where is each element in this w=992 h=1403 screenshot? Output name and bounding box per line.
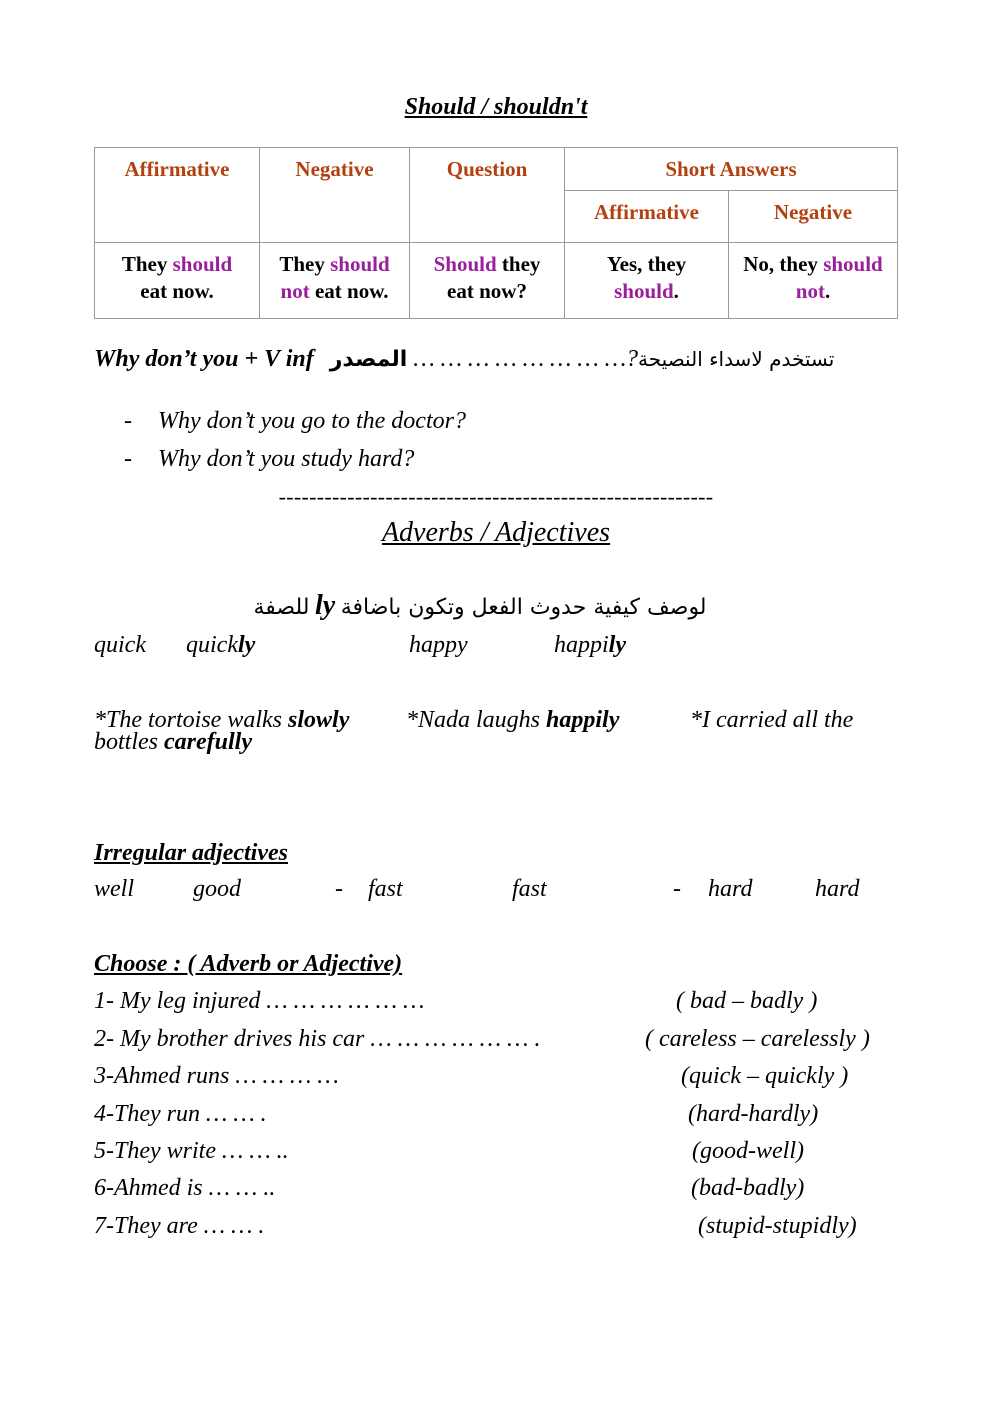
why-dont-rule [94, 346, 834, 373]
adverbs-rule: للصفة ly لوصف كيفية حدوث الفعل وتكون باضافة [253, 590, 707, 621]
should-grammar-table [94, 147, 898, 319]
why-dont-rule-en: Why don’t you + V inf [94, 346, 314, 372]
adverb-example: *I carried all the [690, 707, 854, 733]
choose-options: (quick – quickly ) [681, 1063, 849, 1089]
why-dont-example: - Why don’t you study hard? [124, 446, 415, 472]
choose-options: (bad-badly) [691, 1175, 805, 1201]
bullet: - [124, 446, 132, 472]
header-short-answers: Short Answers [565, 148, 898, 191]
choose-question: 1- My leg injured … … … … … … [94, 988, 425, 1014]
choose-question: 7-They are … … . [94, 1213, 265, 1239]
adv-quickly: quickly [186, 632, 256, 658]
section-divider: --------------------------------------------------------- [278, 484, 714, 509]
adv-happily: happily [554, 632, 626, 658]
why-dont-rule-arabic-infinitive: المصدر [329, 347, 408, 372]
irregular-item: hard [815, 876, 860, 902]
irregular-dash: - [673, 876, 681, 902]
cell-question: Should they eat now? [410, 243, 565, 319]
irregular-item: well [94, 876, 134, 902]
irregular-item: fast [512, 876, 547, 902]
choose-options: (good-well) [692, 1138, 804, 1164]
bullet: - [124, 408, 132, 434]
adj-quick: quick [94, 632, 146, 658]
choose-question: 4-They run … … . [94, 1101, 267, 1127]
choose-options: ( bad – badly ) [676, 988, 818, 1014]
adj-happy: happy [409, 632, 468, 658]
should-title: Should / shouldn't [404, 94, 588, 120]
adverb-example-continued: bottles carefully [94, 729, 252, 755]
choose-options: (hard-hardly) [688, 1101, 819, 1127]
choose-options: (stupid-stupidly) [698, 1213, 857, 1239]
choose-question: 2- My brother drives his car … … … … … … . [94, 1026, 541, 1052]
header-sa-affirmative: Affirmative [565, 191, 729, 243]
choose-options: ( careless – carelessly ) [645, 1026, 870, 1052]
choose-title: Choose : ( Adverb or Adjective) [94, 951, 403, 977]
why-dont-rule-dots: ?… … … … … … … … [413, 346, 639, 372]
choose-question: 3-Ahmed runs … … … … [94, 1063, 339, 1089]
irregular-item: hard [708, 876, 753, 902]
choose-question: 6-Ahmed is … … .. [94, 1175, 276, 1201]
header-affirmative: Affirmative [95, 148, 260, 243]
header-negative: Negative [260, 148, 410, 243]
header-question: Question [410, 148, 565, 243]
irregular-item: fast [368, 876, 403, 902]
cell-sa-negative: No, they should not. [729, 243, 898, 319]
cell-affirmative: They should eat now. [95, 243, 260, 319]
why-dont-rule-arabic: تستخدم لاسداء النصيحة [638, 347, 835, 371]
choose-question: 5-They write … … .. [94, 1138, 289, 1164]
cell-negative: They should not eat now. [260, 243, 410, 319]
irregular-item: good [193, 876, 241, 902]
irregular-dash: - [335, 876, 343, 902]
header-sa-negative: Negative [729, 191, 898, 243]
cell-sa-affirmative: Yes, they should. [565, 243, 729, 319]
adverb-example: *Nada laughs happily [406, 707, 620, 733]
why-dont-example: - Why don’t you go to the doctor? [124, 408, 466, 434]
adverb-example: *The tortoise walks slowly [94, 707, 350, 733]
irregular-title: Irregular adjectives [94, 840, 288, 866]
adverbs-title: Adverbs / Adjectives [381, 517, 611, 548]
